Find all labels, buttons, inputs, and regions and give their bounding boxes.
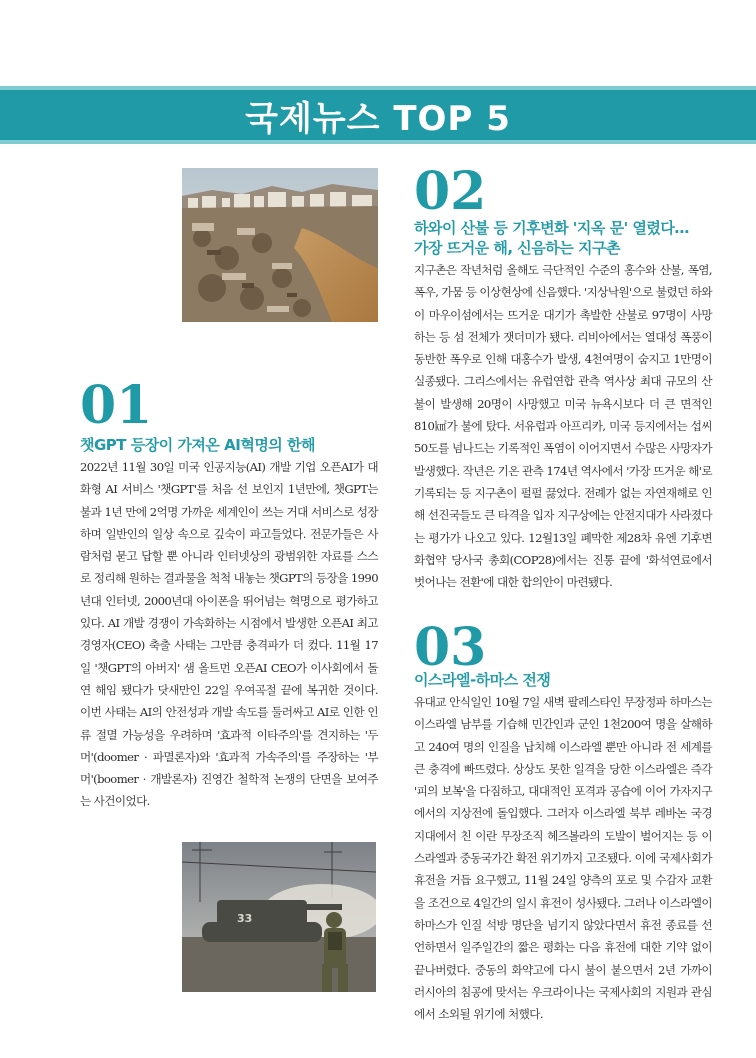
article-1-headline: 챗GPT 등장이 가져온 AI혁명의 한해	[80, 436, 315, 454]
flood-photo	[182, 168, 378, 322]
article-3-body: 유대교 안식일인 10월 7일 새벽 팔레스타인 무장정파 하마스는 이스라엘 남부를 기습해 민간인과 군인 1천200여 명을 살해하고 240여 명의 인질을 납치해 이스라엘 뿐만 아니라 전 세계를 큰 충격에 빠뜨렸다. 상상도 못한 일격을 당한 이스라엘은 즉각 '피의 보복'을 다짐하고, 대대적인 포격과 공습에 이어 가자지구에서의 지상전에 돌입했다. 그러자 이스라엘 북부 레바논 국경 지대에서 친 이란 무장조직 헤즈볼라의 도발이 벌어지는 등 이스라엘과 중동국가간 확전 위기까지 고조됐다. 이에 국제사회가 휴전을 거듭 요구했고, 11월 24일 양측의 포로 및 수감자 교환을 조건으로 4일간의 일시 휴전이 성사됐다. 그러나 이스라엘이 하마스가 인질 석방 명단을 넘기지 않았다면서 휴전 종료를 선언하면서 일주일간의 짧은 평화는 다음 휴전에 대한 기약 없이 끝나버렸다. 중동의 화약고에 다시 불이 붙으면서 2년 가까이 러시아의 침공에 맞서는 우크라이나는 국제사회의 지원과 관심에서 소외될 위기에 처했다.	[414, 695, 712, 1022]
article-1-body: 2022년 11월 30일 미국 인공지능(AI) 개발 기업 오픈AI가 대화형 AI 서비스 '챗GPT'를 처음 선 보인지 1년만에, 챗GPT는 불과 1년 만에 2억명 가까운 세계인이 쓰는 거대 서비스로 성장하며 일반인의 일상 속으로 깊숙이 파고들었다. 전문가들은 사람처럼 묻고 답할 뿐 아니라 인터넷상의 광범위한 자료를 스스로 정리해 원하는 결과물을 척척 내놓는 챗GPT의 등장을 1990년대 인터넷, 2000년대 아이폰을 뛰어넘는 혁명으로 평가하고 있다. AI 개발 경쟁이 가속화하는 시점에서 발생한 오픈AI 최고경영자(CEO) 축출 사태는 그만큼 충격파가 더 컸다. 11월 17일 '챗GPT의 아버지' 샘 올트먼 오픈AI CEO가 이사회에서 돌연 해임 됐다가 닷새만인 22일 우여곡절 끝에 복귀한 것이다. 이번 사태는 AI의 안전성과 개발 속도를 둘러싸고 AI로 인한 인류 절멸 가능성을 우려하며 '효과적 이타주의'를 견지하는 '두머'(doomer · 파멸론자)와 '효과적 가속주의'를 주장하는 '부머'(boomer · 개발론자) 진영간 철학적 논쟁의 단면을 보여주는 사건이었다.	[80, 460, 378, 809]
article-2-body: 지구촌은 작년처럼 올해도 극단적인 수준의 홍수와 산불, 폭염, 폭우, 가뭄 등 이상현상에 신음했다. '지상낙원'으로 불렸던 하와이 마우이섬에서는 뜨거운 대기가 촉발한 산불로 97명이 사망하는 등 섬 전체가 잿더미가 됐다. 리비아에서는 열대성 폭풍이 동반한 폭우로 인해 대홍수가 발생, 4천여명이 숨지고 1만명이 실종됐다. 그리스에서는 유럽연합 관측 역사상 최대 규모의 산불이 발생해 20명이 사망했고 미국 뉴욕시보다 더 큰 면적인 810㎢가 불에 탔다. 서유럽과 아프리카, 미국 등지에서는 섭씨 50도를 넘나드는 기록적인 폭염이 이어지면서 수많은 사망자가 발생했다. 작년은 기온 관측 174년 역사에서 '가장 뜨거운 해'로 기록되는 등 지구촌이 펄펄 끓었다. 전례가 없는 자연재해로 인해 선진국들도 큰 타격을 입자 지구상에는 안전지대가 사라졌다는 평가가 나오고 있다. 12월13일 폐막한 제28차 유엔 기후변화협약 당사국 총회(COP28)에서는 진통 끝에 '화석연료에서 벗어나는 전환'에 대한 합의안이 마련됐다.	[414, 263, 712, 590]
svg-text:33: 33	[237, 912, 253, 925]
war-photo	[182, 842, 376, 992]
article-1-number: 01	[80, 375, 153, 436]
page-title: 국제뉴스 TOP 5	[245, 98, 511, 139]
article-3-number: 03	[414, 617, 487, 678]
article-3-headline: 이스라엘-하마스 전쟁	[414, 671, 551, 689]
title-banner	[0, 86, 756, 144]
article-2-number: 02	[414, 161, 487, 222]
article-2-headline-line1: 하와이 산불 등 기후변화 '지옥 문' 열렸다…	[414, 219, 689, 237]
article-2-headline-line2: 가장 뜨거운 해, 신음하는 지구촌	[414, 239, 620, 257]
